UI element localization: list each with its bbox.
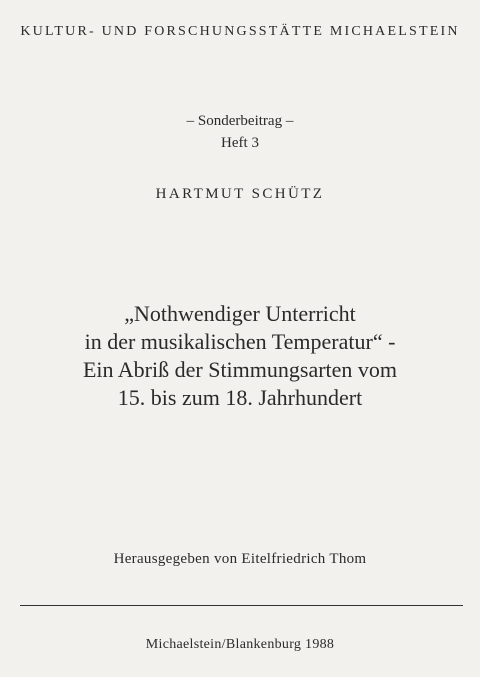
institution-name: KULTUR- UND FORSCHUNGSSTÄTTE MICHAELSTEIN (20, 24, 460, 39)
title-line-2: in der musikalischen Temperatur“ - (84, 329, 396, 354)
editor-credit: Herausgegeben von Eitelfriedrich Thom (113, 551, 367, 567)
series-issue: Heft 3 (221, 135, 259, 151)
series-info (0, 110, 480, 154)
horizontal-rule (20, 605, 463, 606)
author-name: HARTMUT SCHÜTZ (155, 186, 325, 202)
title-line-4: 15. bis zum 18. Jahrhundert (117, 385, 363, 410)
title-line-1: „Nothwendiger Unterricht (124, 301, 356, 326)
series-label: – Sonderbeitrag – (186, 113, 294, 129)
book-title (0, 300, 480, 412)
publication-imprint: Michaelstein/Blankenburg 1988 (145, 637, 335, 652)
title-line-3: Ein Abriß der Stimmungsarten vom (82, 357, 398, 382)
